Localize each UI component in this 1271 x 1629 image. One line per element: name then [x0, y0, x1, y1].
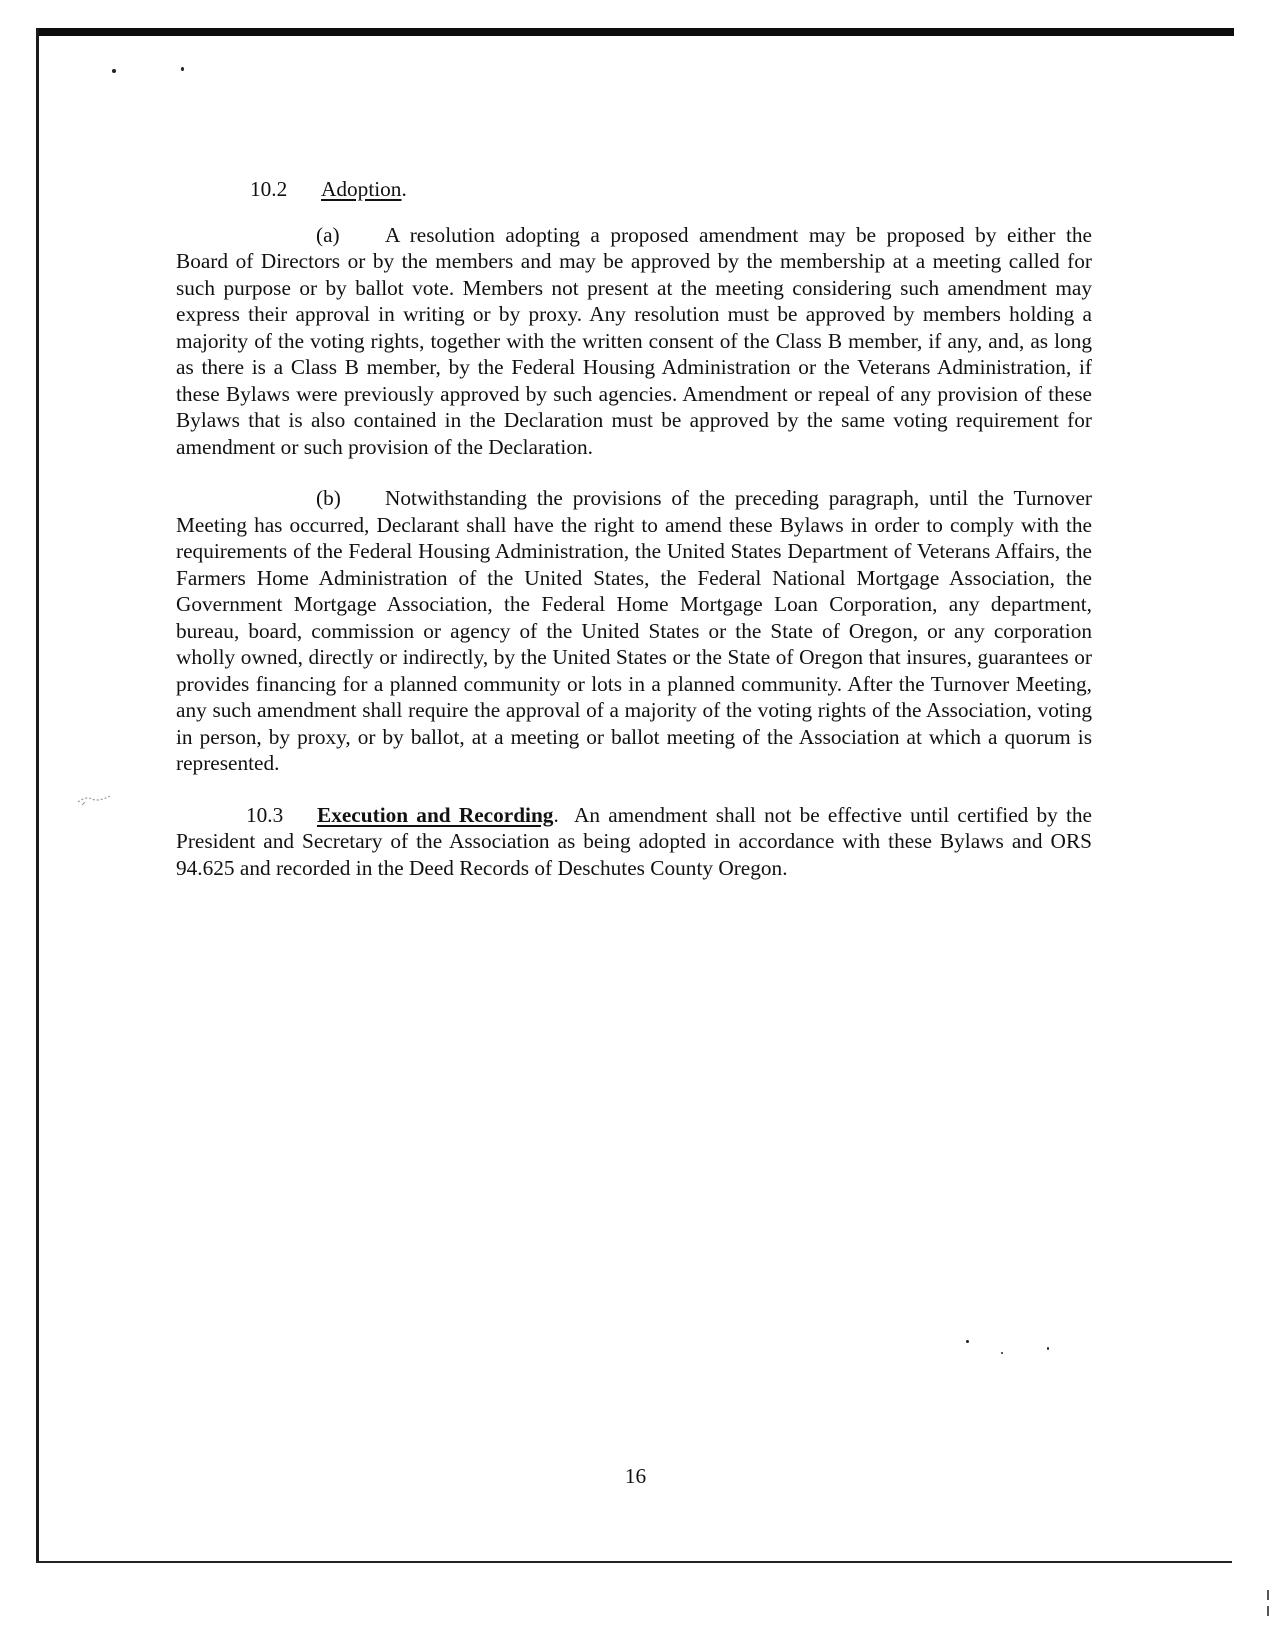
- paragraph-marker: (a): [316, 222, 340, 247]
- document-body: [176, 176, 1092, 906]
- section-number: 10.3: [246, 802, 284, 827]
- paragraph-text: A resolution adopting a proposed amendment may be proposed by either the Board of Directors or by the members and may be approved by the membership at a meeting called for such purpose or by ballot vote. Members not present at the meeting considering such amendment may express their approval in writing or by proxy. Any resolution must be approved by members holding a majority of the voting rights, together with the written consent of the Class B member, if any, and, as long as there is a Class B member, by the Federal Housing Administration or the Veterans Administration, if these Bylaws were previously approved by such agencies. Amendment or repeal of any provision of these Bylaws that is also contained in the Declaration must be approved by the same voting requirement for amendment or such provision of the Declaration.: [176, 222, 1092, 459]
- scan-edge-mark: [1267, 1606, 1269, 1616]
- scan-speck: [966, 1340, 969, 1343]
- scan-speck: [112, 69, 116, 73]
- page-number: 16: [624, 1464, 647, 1488]
- scan-speck: [181, 67, 184, 71]
- section-title: Execution and Recording: [317, 802, 554, 827]
- scan-border-top: [36, 28, 1234, 36]
- scan-speck: [1001, 1352, 1003, 1354]
- section-title-period: .: [401, 177, 407, 201]
- section-10-2-heading: [250, 176, 1092, 203]
- scan-speck: [1047, 1347, 1049, 1350]
- paragraph-marker: (b): [316, 486, 341, 510]
- paragraph-text: Notwithstanding the provisions of the preceding paragraph, until the Turnover Meeting has occurred, Declarant shall have the right to amend these Bylaws in order to comply with the requirements of the Federal Housing Administration, the United States Department of Veterans Affairs, the Farmers Home Administration of the United States, the Federal National Mortgage Association, the Government Mortgage Association, the Federal Home Mortgage Loan Corporation, any department, bureau, board, commission or agency of the United States or the State of Oregon, or any corporation wholly owned, directly or indirectly, by the United States or the State of Oregon that insures, guarantees or provides financing for a planned community or lots in a planned community. After the Turnover Meeting, any such amendment shall require the approval of a majority of the voting rights of the Association, voting in person, by proxy, or by ballot, at a meeting or ballot meeting of the Association at which a quorum is represented.: [176, 486, 1092, 775]
- scan-smudge: [76, 790, 112, 806]
- section-title: Adoption: [321, 177, 402, 201]
- section-title-period: .: [553, 802, 559, 827]
- paragraph-text: An amendment shall not be effective until certified by the President and Secretary of the Association as being adopted in accordance with these Bylaws and ORS 94.625 and recorded in the Deed Records of Deschutes County Oregon.: [176, 802, 1092, 880]
- paragraph-b: [176, 485, 1092, 777]
- paragraph-a: [176, 222, 1092, 461]
- section-10-3-paragraph: [176, 802, 1092, 882]
- scan-border-left: [36, 28, 39, 1563]
- section-number: 10.2: [250, 177, 288, 201]
- scan-border-bottom: [36, 1561, 1232, 1563]
- scan-edge-mark: [1267, 1590, 1269, 1600]
